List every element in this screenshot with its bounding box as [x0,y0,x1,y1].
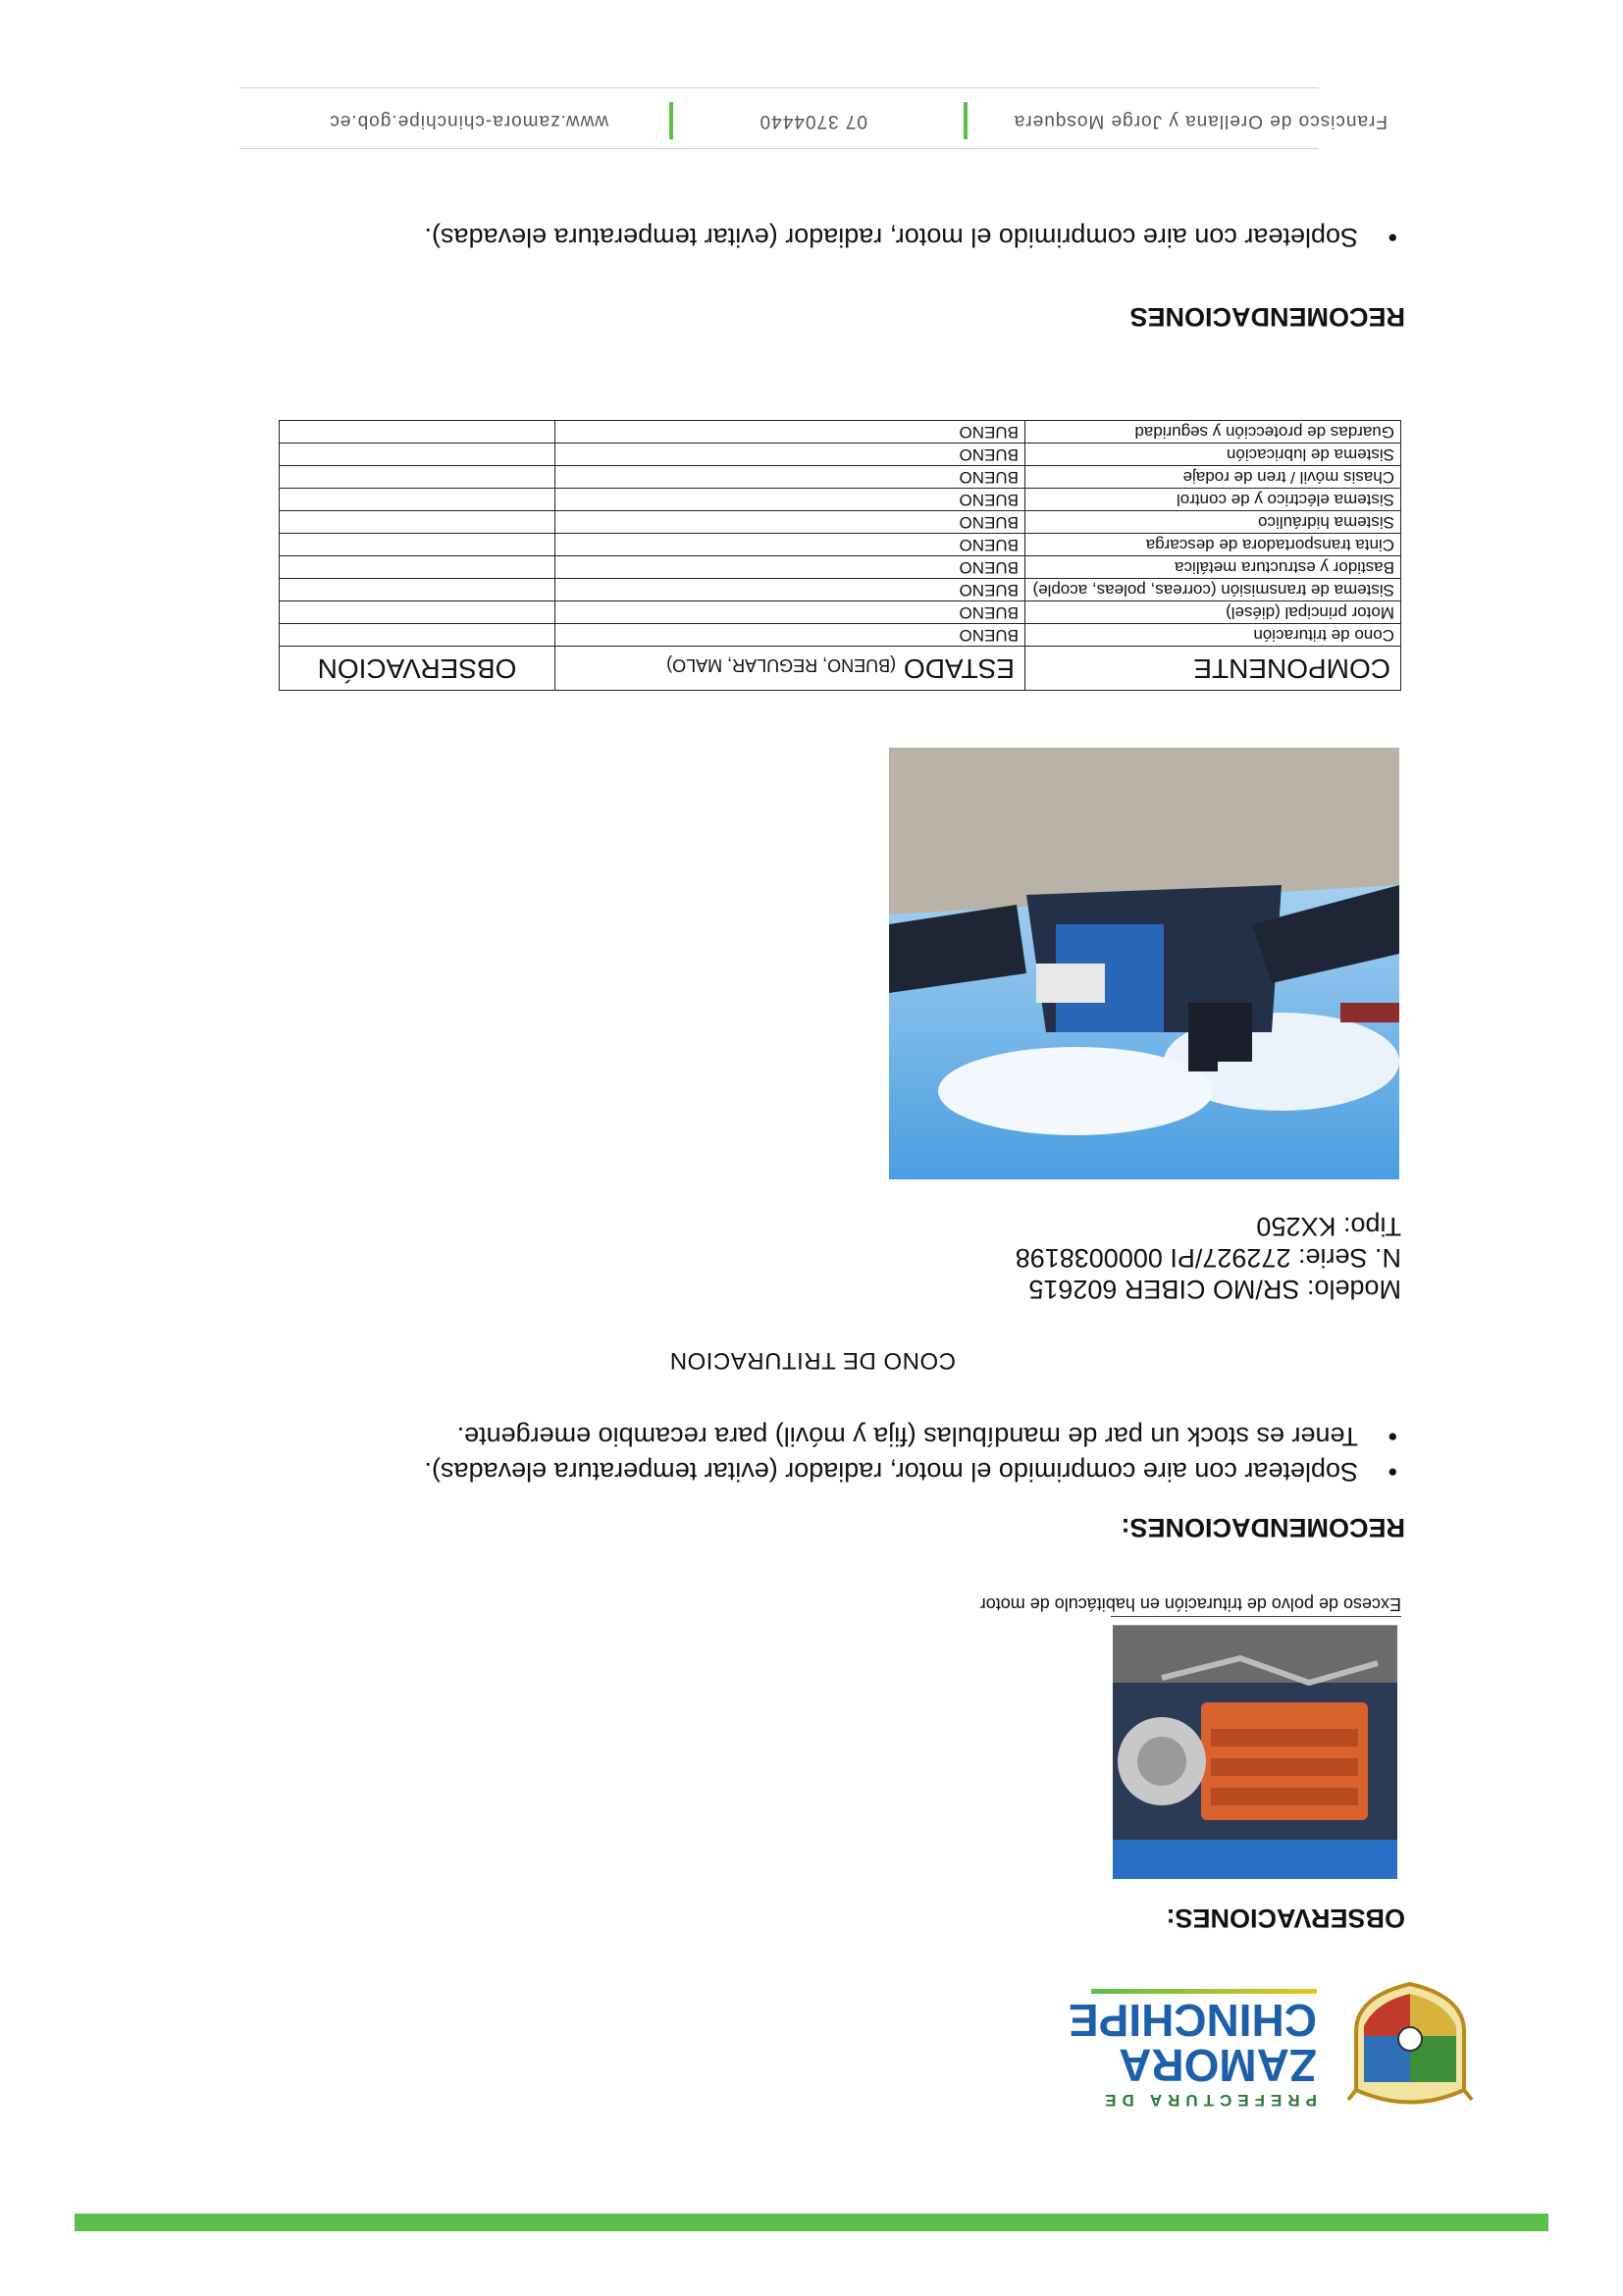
cell-observacion [280,421,555,444]
equipment-title: CONO DE TRITURACION [669,1347,956,1374]
crusher-photo [889,748,1399,1179]
table-row [280,534,1401,556]
cell-observacion [280,511,555,534]
recomendacion-1-item: • Sopletear con aire comprimido el motor, radiador (evitar temperatura elevadas). [425,1454,1401,1489]
crusher-photo-image [889,748,1399,1179]
estado-header-label: ESTADO [903,653,1015,684]
recomendaciones-1-heading: RECOMENDACIONES: [1121,1513,1405,1542]
engine-photo-image [1113,1626,1397,1879]
engine-photo-caption: Exceso de polvo de trituración en habitáculo de motor [1111,1593,1401,1617]
table-row [280,444,1401,466]
cell-estado: BUENO [555,556,1025,579]
cell-componente: Sistema de lubricación [1025,444,1401,466]
cell-observacion [280,579,555,601]
recomendacion-2-item: • Sopletear con aire comprimido el motor, radiador (evitar temperatura elevadas). [425,220,1401,255]
table-row [280,579,1401,601]
cell-estado: BUENO [555,421,1025,444]
footer-phone: 07 3704440 [759,111,867,131]
cell-componente: Motor principal (diésel) [1025,601,1401,624]
table-row [280,421,1401,444]
cell-estado: BUENO [555,444,1025,466]
table-row [280,466,1401,489]
components-table [279,420,1401,691]
cell-componente: Chasis móvil / tren de rodaje [1025,466,1401,489]
cell-estado: BUENO [555,534,1025,556]
cell-observacion [280,601,555,624]
column-header-estado [555,647,1025,691]
footer-separator [669,102,673,139]
header-green-band [75,2214,1548,2231]
cell-estado: BUENO [555,601,1025,624]
cell-observacion [280,534,555,556]
logo-underline [1091,1989,1317,1994]
logo-text-zamora: ZAMORA [1119,2040,1317,2091]
cell-componente: Sistema eléctrico y de control [1025,489,1401,511]
cell-componente: Bastidor y estructura metálica [1025,556,1401,579]
cell-estado: BUENO [555,489,1025,511]
column-header-observacion: OBSERVACIÓN [280,647,555,691]
column-header-componente: COMPONENTE [1025,647,1401,691]
footer-bottom-rule [239,87,1319,88]
cell-estado: BUENO [555,624,1025,647]
cell-estado: BUENO [555,579,1025,601]
cell-observacion [280,466,555,489]
table-row [280,489,1401,511]
logo-text-chinchipe: CHINCHIPE [1068,1995,1317,2046]
cell-observacion [280,556,555,579]
logo-text-prefectura: PREFECTURA DE [1099,2091,1317,2110]
cell-componente: Sistema hidráulico [1025,511,1401,534]
footer-top-rule [239,148,1319,149]
equipment-modelo: Modelo: SR/MO CIBER 602615 [1028,1275,1401,1304]
table-row [280,601,1401,624]
cell-componente: Cinta transportadora de descarga [1025,534,1401,556]
table-row [280,511,1401,534]
cell-componente: Guardas de protección y seguridad [1025,421,1401,444]
footer-address: Francisco de Orellana y Jorge Mosquera [1013,111,1387,131]
footer-separator [964,102,968,139]
cell-componente: Sistema de transmisión (correas, poleas, acople) [1025,579,1401,601]
table-row [280,624,1401,647]
equipment-tipo: Tipo: KX250 [1256,1212,1401,1241]
coat-of-arms-icon [1336,1982,1484,2110]
recomendacion-1-item: • Tener es stock un par de mandíbulas (fija y móvil) para recambio emergente. [457,1419,1401,1454]
cell-observacion [280,489,555,511]
engine-photo [1113,1625,1397,1879]
cell-observacion [280,444,555,466]
cell-observacion [280,624,555,647]
cell-componente: Cono de trituración [1025,624,1401,647]
prefectura-logo [1068,1982,1484,2110]
table-header-row [280,647,1401,691]
recomendaciones-2-heading: RECOMENDACIONES [1129,302,1405,332]
equipment-serie: N. Serie: 272927/PI 0000038198 [1015,1243,1401,1273]
table-row [280,556,1401,579]
observaciones-heading: OBSERVACIONES: [1166,1904,1405,1933]
cell-estado: BUENO [555,511,1025,534]
cell-estado: BUENO [555,466,1025,489]
footer-website: www.zamora-chinchipe.gob.ec [329,111,608,131]
estado-header-sub: (BUENO, REGULAR, MALO) [666,655,897,675]
